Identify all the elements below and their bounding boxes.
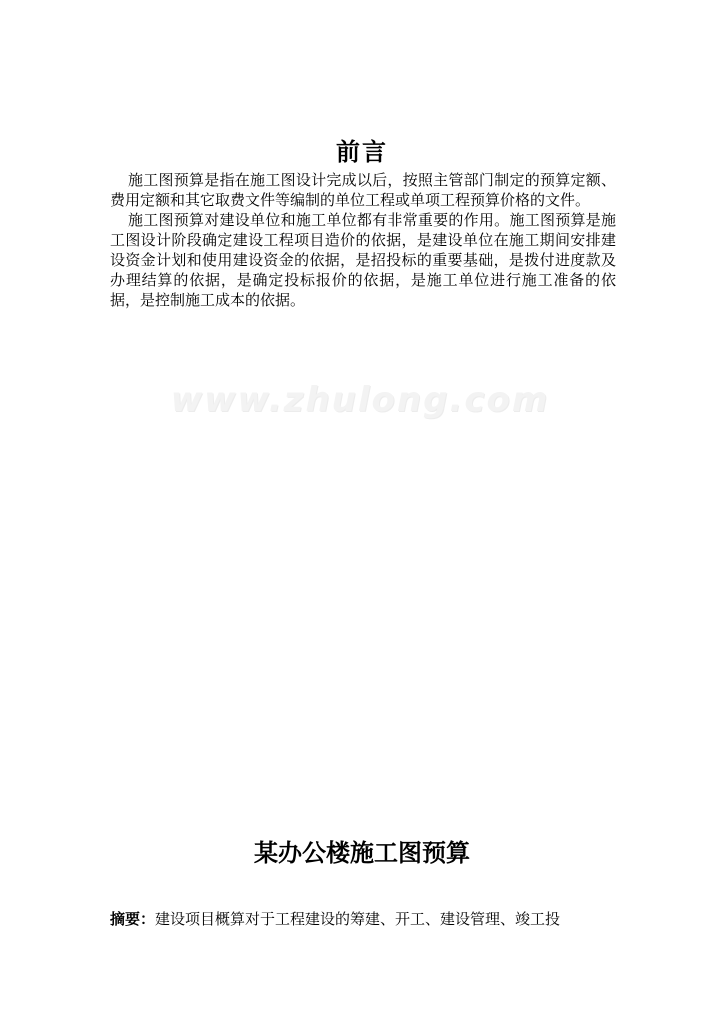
abstract-label: 摘要： bbox=[110, 910, 156, 928]
abstract-line bbox=[110, 908, 630, 930]
preface-title: 前言 bbox=[336, 138, 388, 166]
watermark: www.zhulong.com bbox=[170, 380, 550, 420]
document-title: 某办公楼施工图预算 bbox=[254, 839, 470, 867]
preface-body bbox=[110, 170, 616, 310]
preface-paragraph-2: 施工图预算对建设单位和施工单位都有非常重要的作用。施工图预算是施工图设计阶段确定建设工程项目造价的依据，是建设单位在施工期间安排建设资金计划和使用建设资金的依据，是招投标的重要基础，是拨付进度款及办理结算的依据，是确定投标报价的依据，是施工单位进行施工准备的依据，是控制施工成本的依据。 bbox=[110, 211, 616, 309]
preface-paragraph-1: 施工图预算是指在施工图设计完成以后，按照主管部门制定的预算定额、费用定额和其它取费文件等编制的单位工程或单项工程预算价格的文件。 bbox=[110, 171, 616, 209]
abstract-text: 建设项目概算对于工程建设的筹建、开工、建设管理、竣工投 bbox=[155, 910, 561, 928]
